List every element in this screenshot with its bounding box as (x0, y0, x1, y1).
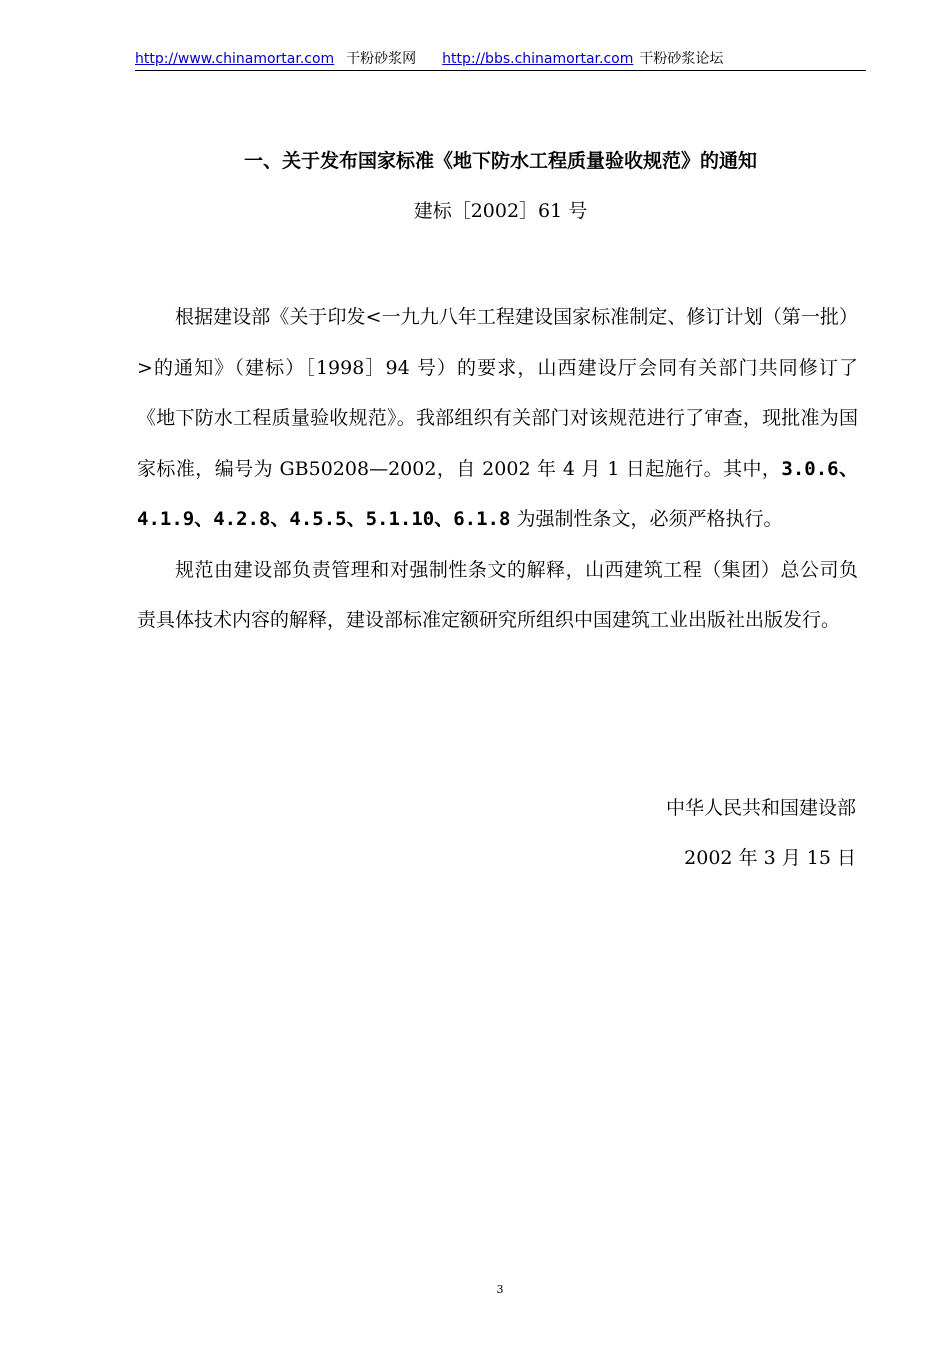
issuing-organization: 中华人民共和国建设部 (665, 797, 856, 819)
document-number: 建标［2002］61 号 (413, 200, 588, 222)
paragraph-1-text-b: 为强制性条文，必须严格执行。 (510, 508, 783, 530)
site-name-bbs: 干粉砂浆论坛 (639, 51, 724, 67)
page-header (135, 48, 866, 71)
paragraph-2: 规范由建设部负责管理和对强制性条文的解释，山西建筑工程（集团）总公司负责具体技术内容的解释，建设部标准定额研究所组织中国建筑工业出版社出版发行。 (137, 558, 858, 631)
paragraph-1-text-a: 根据建设部《关于印发<一九九八年工程建设国家标准制定、修订计划（第一批）>的通知》（建标）［1998］94 号）的要求，山西建设厅会同有关部门共同修订了《地下防水工程质量验收规范》。我部组织有关部门对该规范进行了审查，现批准为国家标准，编号为 GB50208—2002，自 2002 年 4 月 1 日起施行。其中， (137, 306, 858, 480)
site-name-chinamortar: 干粉砂浆网 (346, 51, 417, 67)
mandatory-clauses: 3.0.6、4.1.9、4.2.8、4.5.5、5.1.10、6.1.8 (137, 457, 859, 530)
bbs-chinamortar-link[interactable]: http://bbs.chinamortar.com (442, 51, 634, 67)
issue-date: 2002 年 3 月 15 日 (684, 847, 856, 869)
notice-title: 一、关于发布国家标准《地下防水工程质量验收规范》的通知 (243, 150, 757, 172)
chinamortar-link[interactable]: http://www.chinamortar.com (135, 51, 335, 67)
notice-body (137, 292, 858, 646)
paragraph-1 (137, 292, 858, 545)
page-number: 3 (496, 1283, 504, 1296)
